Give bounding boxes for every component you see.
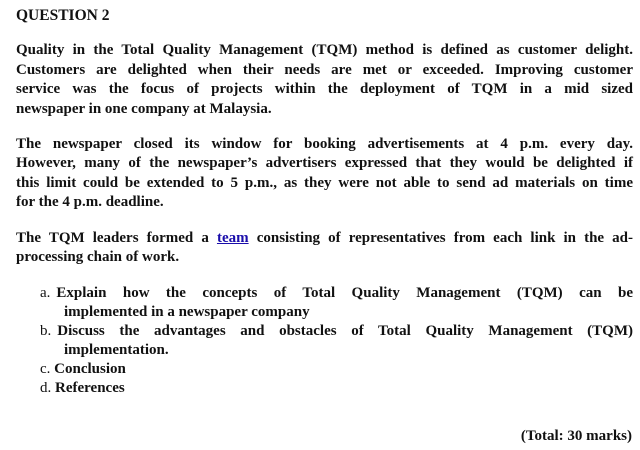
- task-item-c: [40, 360, 633, 379]
- paragraph1-line: Customers are delighted when their needs are met or exceeded. Improving customer: [16, 62, 633, 78]
- task-item-b: [40, 322, 633, 341]
- paragraph1-line: newspaper in one company at Malaysia.: [16, 101, 272, 117]
- task-marker: d.: [40, 380, 52, 396]
- paragraph3-text: The TQM leaders formed a: [16, 230, 209, 246]
- task-text: Explain how the concepts of Total Quality Management (TQM) can be: [56, 285, 633, 301]
- task-text: Conclusion: [54, 361, 126, 377]
- paragraph3-text: consisting of representatives from each link in the ad-: [256, 230, 634, 246]
- task-marker: a.: [40, 285, 51, 301]
- paragraph2-line: However, many of the newspaper’s advertisers expressed that they would be delighted if: [16, 155, 633, 171]
- team-link[interactable]: team: [216, 230, 249, 246]
- question-title: QUESTION 2: [16, 7, 110, 24]
- total-marks: (Total: 30 marks): [520, 428, 632, 444]
- task-text-continued: implementation.: [64, 342, 169, 358]
- paragraph1-line: Quality in the Total Quality Management (TQM) method is defined as customer delight.: [16, 42, 633, 58]
- task-item-a: [40, 284, 633, 303]
- paragraph2-line: The newspaper closed its window for booking advertisements at 4 p.m. every day.: [16, 136, 633, 152]
- task-text: Discuss the advantages and obstacles of Total Quality Management (TQM): [57, 323, 633, 339]
- paragraph2-line: this limit could be extended to 5 p.m., as they were not able to send ad materials on time: [16, 175, 633, 191]
- paragraph2-line: for the 4 p.m. deadline.: [16, 194, 164, 210]
- task-text-continued: implemented in a newspaper company: [64, 304, 310, 320]
- task-marker: b.: [40, 323, 52, 339]
- paragraph1-line: service was the focus of projects within the deployment of TQM in a mid sized: [16, 81, 633, 97]
- task-item-d: [40, 379, 633, 398]
- task-marker: c.: [40, 361, 51, 377]
- paragraph3-line: [16, 229, 633, 248]
- paragraph3-line: processing chain of work.: [16, 249, 180, 265]
- task-text: References: [55, 380, 125, 396]
